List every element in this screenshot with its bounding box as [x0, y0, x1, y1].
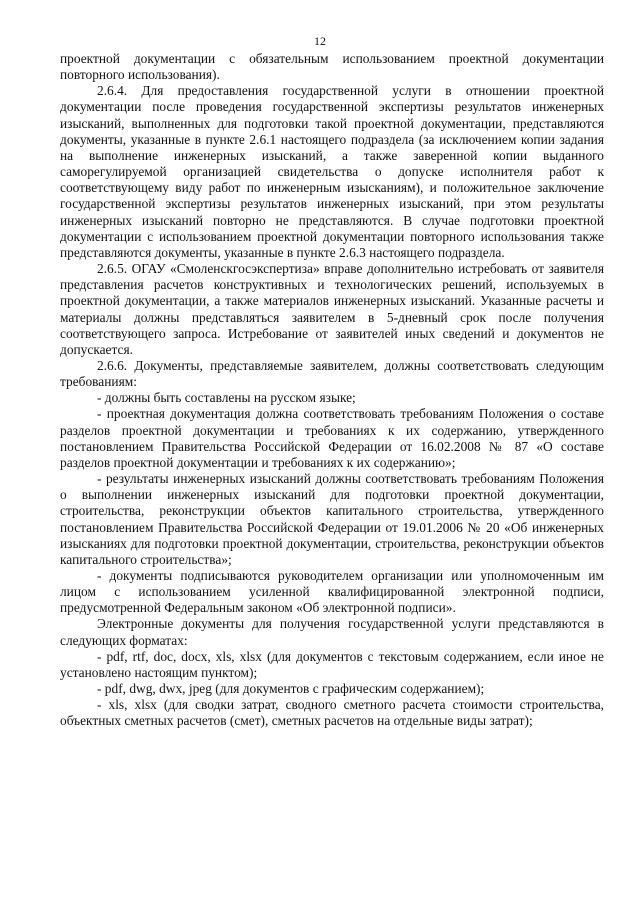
requirement-item-engineering-surveys: - результаты инженерных изысканий должны соответствовать требованиям Положения о выполнении инженерных изысканий для подготовки проектной документации, строительства, реконструкции объектов капитального строительства, утвержденного постановлением Правительства Российской Федерации от 19.01.2006 № 20 «Об инженерных изысканиях для подготовки проектной документации, строительства, реконструкции объектов капитального строительства»; [60, 471, 604, 567]
paragraph-2-6-5: 2.6.5. ОГАУ «Смоленскгосэкспертиза» вправе дополнительно истребовать от заявителя представления расчетов конструктивных и технологических решений, используемых в проектной документации, а также материалов инженерных изысканий. Указанные расчеты и материалы должны представляться заявителем в 5-дневный срок после получения соответствующего запроса. Истребование от заявителей иных сведений и документов не допускается. [60, 261, 604, 357]
document-body [60, 51, 604, 730]
paragraph-continuation: проектной документации с обязательным использованием проектной документации повторного использования). [60, 51, 604, 83]
paragraph-electronic-formats: Электронные документы для получения государственной услуги представляются в следующих форматах: [60, 616, 604, 648]
requirement-item-russian-language: - должны быть составлены на русском языке; [97, 390, 356, 406]
requirement-item-electronic-signature: - документы подписываются руководителем организации или уполномоченным им лицом с использованием усиленной квалифицированной электронной подписи, предусмотренной Федеральным законом «Об электронной подписи». [60, 568, 604, 616]
format-item-cost-estimates: - xls, xlsx (для сводки затрат, сводного сметного расчета стоимости строительства, объектных сметных расчетов (смет), сметных расчетов на отдельные виды затрат); [60, 697, 604, 729]
requirement-item-project-documentation: - проектная документация должна соответствовать требованиям Положения о составе разделов проектной документации и требованиях к их содержанию, утвержденного постановлением Правительства Российской Федерации от 16.02.2008 № 87 «О составе разделов проектной документации и требованиях к их содержанию»; [60, 406, 604, 470]
format-item-graphic-documents: - pdf, dwg, dwx, jpeg (для документов с графическим содержанием); [97, 681, 485, 697]
format-item-text-documents: - pdf, rtf, doc, docx, xls, xlsx (для документов с текстовым содержанием, если иное не установлено настоящим пунктом); [60, 648, 604, 680]
paragraph-2-6-6: 2.6.6. Документы, представляемые заявителем, должны соответствовать следующим требованиям: [60, 357, 604, 390]
page-number: 12 [314, 34, 326, 48]
paragraph-2-6-4: 2.6.4. Для предоставления государственной услуги в отношении проектной документации после проведения государственной экспертизы результатов инженерных изысканий, выполненных для подготовки такой проектной документации, представляются документы, указанные в пункте 2.6.1 настоящего подраздела (за исключением копии задания на выполнение инженерных изысканий, а также заверенной копии выданного саморегулируемой организацией свидетельства о допуске исполнителя работ к соответствующему виду работ по инженерным изысканиям), и положительное заключение государственной экспертизы результатов инженерных изысканий, при этом результаты инженерных изысканий повторно не представляются. В случае подготовки проектной документации с использованием проектной документации повторного использования также представляются документы, указанные в пункте 2.6.3 настоящего подраздела. [60, 83, 604, 260]
